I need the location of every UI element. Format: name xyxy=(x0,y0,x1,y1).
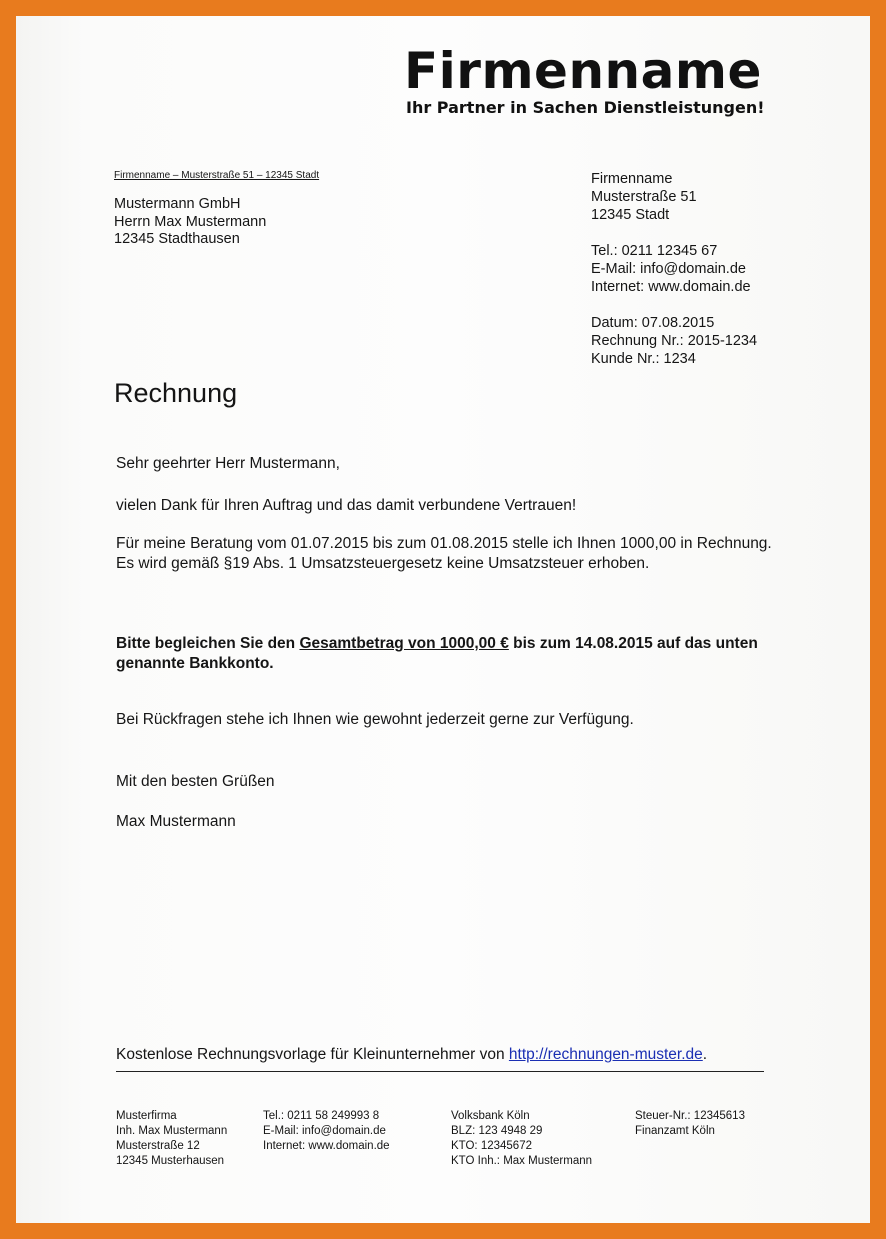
payment-suffix: bis zum 14.08.2015 auf das unten genannte Bankkonto. xyxy=(116,635,758,672)
sender-phone: Tel.: 0211 12345 67 xyxy=(591,243,718,259)
footer-contact-line: Internet: www.domain.de xyxy=(263,1140,390,1152)
questions-paragraph: Bei Rückfragen stehe ich Ihnen wie gewohnt jederzeit gerne zur Verfügung. xyxy=(116,711,634,728)
company-tagline: Ihr Partner in Sachen Dienstleistungen! xyxy=(406,98,765,117)
sender-street: Musterstraße 51 xyxy=(591,189,697,205)
sender-info xyxy=(591,170,757,368)
invoice-number: Rechnung Nr.: 2015-1234 xyxy=(591,333,758,349)
recipient-address xyxy=(114,196,266,249)
footer-company-line: Musterstraße 12 xyxy=(116,1140,200,1152)
salutation: Sehr geehrter Herr Mustermann, xyxy=(116,455,340,472)
payment-prefix: Bitte begleichen Sie den xyxy=(116,635,300,652)
sender-email: E-Mail: info@domain.de xyxy=(591,261,746,277)
recipient-company: Mustermann GmbH xyxy=(114,196,241,212)
footer-contact-line: Tel.: 0211 58 249993 8 xyxy=(263,1110,380,1122)
promo-link[interactable]: http://rechnungen-muster.de xyxy=(508,1046,703,1063)
footer-bank-line: Volksbank Köln xyxy=(451,1110,530,1122)
footer-company-line: Inh. Max Mustermann xyxy=(116,1125,228,1137)
document-title: Rechnung xyxy=(114,378,238,408)
customer-number: Kunde Nr.: 1234 xyxy=(591,351,696,367)
company-name: Firmenname xyxy=(404,42,762,100)
invoice-date: Datum: 07.08.2015 xyxy=(591,315,715,331)
thanks-paragraph: vielen Dank für Ihren Auftrag und das damit verbundene Vertrauen! xyxy=(116,497,577,514)
footer-contact xyxy=(263,1109,390,1154)
signature: Max Mustermann xyxy=(116,813,236,830)
promo-line xyxy=(116,1046,707,1064)
footer-divider xyxy=(116,1071,764,1072)
footer-bank-line: BLZ: 123 4948 29 xyxy=(451,1125,543,1137)
return-address: Firmenname – Musterstraße 51 – 12345 Stadt xyxy=(114,170,320,181)
footer-bank-line: KTO: 12345672 xyxy=(451,1140,532,1152)
closing: Mit den besten Grüßen xyxy=(116,773,275,790)
recipient-person: Herrn Max Mustermann xyxy=(114,213,267,230)
invoice-page xyxy=(16,16,870,1223)
payment-amount: Gesamtbetrag von 1000,00 € xyxy=(299,635,509,652)
recipient-city: 12345 Stadthausen xyxy=(114,231,240,247)
sender-city: 12345 Stadt xyxy=(591,207,670,223)
footer-bank-line: KTO Inh.: Max Mustermann xyxy=(451,1155,593,1167)
footer-company-line: 12345 Musterhausen xyxy=(116,1155,225,1167)
payment-paragraph xyxy=(116,634,766,674)
footer-company-line: Musterfirma xyxy=(116,1110,177,1122)
sender-name: Firmenname xyxy=(591,171,673,187)
promo-text: Kostenlose Rechnungsvorlage für Kleinunternehmer von xyxy=(116,1046,509,1063)
promo-end: . xyxy=(702,1046,708,1063)
footer-tax-line: Steuer-Nr.: 12345613 xyxy=(635,1110,745,1122)
footer-contact-line: E-Mail: info@domain.de xyxy=(263,1125,386,1137)
footer-bank xyxy=(451,1109,592,1169)
footer-company xyxy=(116,1109,227,1169)
footer-tax-line: Finanzamt Köln xyxy=(635,1125,715,1137)
footer-tax xyxy=(635,1109,745,1139)
service-paragraph: Für meine Beratung vom 01.07.2015 bis zum 01.08.2015 stelle ich Ihnen 1000,00 in Rechnung. Es wird gemäß §19 Abs. 1 Umsatzsteuergesetz keine Umsatzsteuer erhoben. xyxy=(116,535,772,572)
sender-web: Internet: www.domain.de xyxy=(591,279,751,295)
